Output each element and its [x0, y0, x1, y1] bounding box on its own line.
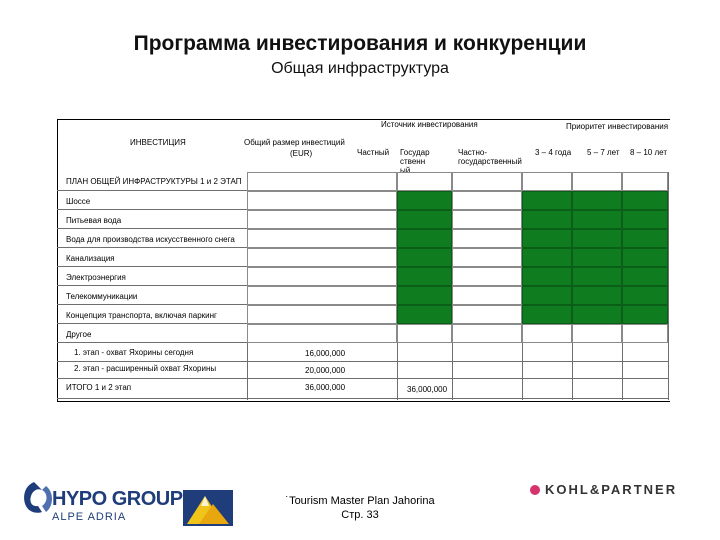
kohl-dot-icon [530, 485, 540, 495]
green-cell [522, 267, 572, 286]
plan-label: ПЛАН ОБЩЕЙ ИНФРАСТРУКТУРЫ 1 и 2 ЭТАП [66, 177, 242, 186]
green-cell [572, 248, 622, 267]
green-cell [522, 210, 572, 229]
table-cell [247, 191, 397, 210]
col-total-header: Общий размер инвестиций [244, 138, 345, 147]
row-label-snow-water: Вода для производства искусственного снега [66, 235, 235, 244]
row-separator [57, 209, 247, 210]
green-cell [622, 191, 668, 210]
green-cell [572, 267, 622, 286]
table-cell [247, 286, 397, 305]
total-amount: 36,000,000 [305, 383, 346, 392]
stage2-total: 20,000,000 [305, 366, 346, 375]
table-cell [452, 191, 522, 210]
row-separator [57, 342, 247, 343]
row-label-electricity: Электроэнергия [66, 273, 126, 282]
table-cell [452, 248, 522, 267]
col-ppp-header: Частно-государственный [458, 148, 522, 166]
footer-line2: Стр. 33 [341, 509, 379, 521]
col-private-header: Частный [357, 148, 390, 157]
col-priority-3: 8 – 10 лет [630, 148, 667, 157]
green-cell [572, 305, 622, 324]
table-cell [522, 172, 572, 191]
col-priority-1: 3 – 4 года [535, 148, 572, 157]
row-separator [57, 285, 247, 286]
col-priority-2: 5 – 7 лет [587, 148, 620, 157]
row-label-telecom: Телекоммуникации [66, 292, 138, 301]
row-separator [57, 304, 247, 305]
page-subtitle: Общая инфраструктура [271, 60, 449, 77]
table-cell [522, 324, 572, 343]
table-cell [572, 324, 622, 343]
green-cell [397, 229, 452, 248]
table-cell [452, 286, 522, 305]
column-separator [397, 343, 398, 400]
mountain-icon [183, 490, 233, 526]
column-separator [572, 343, 573, 400]
row-label-transport: Концепция транспорта, включая паркинг [66, 311, 217, 320]
column-separator [622, 343, 623, 400]
green-cell [622, 229, 668, 248]
table-cell [452, 229, 522, 248]
table-cell [247, 267, 397, 286]
kohl-logo-text: KOHL&PARTNER [545, 482, 678, 497]
row-separator [57, 378, 668, 379]
green-cell [522, 305, 572, 324]
table-cell [247, 229, 397, 248]
source-header: Источник инвестирования [381, 120, 478, 129]
col-investment-header: ИНВЕСТИЦИЯ [130, 138, 186, 147]
row-separator [57, 361, 668, 362]
row-separator [57, 247, 247, 248]
green-cell [522, 248, 572, 267]
green-cell [522, 286, 572, 305]
stage2-label: 2. этап - расширенный охват Яхорины [74, 364, 217, 373]
green-cell [397, 191, 452, 210]
hypo-logo-sub: ALPE ADRIA [52, 511, 127, 523]
green-cell [572, 229, 622, 248]
table-cell [397, 172, 452, 191]
footer-line1: ˙Tourism Master Plan Jahorina [285, 495, 435, 507]
stage1-total: 16,000,000 [305, 349, 346, 358]
green-cell [572, 210, 622, 229]
table-cell [247, 248, 397, 267]
table-cell [397, 324, 452, 343]
hypo-group-logo [20, 478, 183, 528]
green-cell [572, 191, 622, 210]
column-separator [452, 343, 453, 400]
row-label-sewage: Канализация [66, 254, 115, 263]
green-cell [397, 267, 452, 286]
table-cell [622, 324, 668, 343]
row-label-highway: Шоссе [66, 197, 91, 206]
column-separator [522, 343, 523, 400]
table-cell [452, 210, 522, 229]
row-separator [57, 398, 668, 399]
hypo-logo-main: HYPO GROUP [52, 488, 183, 510]
green-cell [397, 305, 452, 324]
stage1-label: 1. этап - охват Яхорины сегодня [74, 348, 194, 357]
mountain-logo [183, 490, 233, 526]
kohl-partner-logo [530, 481, 680, 501]
green-cell [522, 229, 572, 248]
row-separator [57, 266, 247, 267]
col-total-unit: (EUR) [290, 149, 313, 158]
table-cell [452, 172, 522, 191]
table-cell [452, 324, 522, 343]
green-cell [622, 248, 668, 267]
col-state-header: Государ ственн ый [400, 148, 430, 175]
page-title: Программа инвестирования и конкуренции [133, 32, 587, 55]
green-cell [622, 210, 668, 229]
total-state-amount: 36,000,000 [407, 385, 448, 394]
table-cell [247, 172, 397, 191]
green-cell [397, 286, 452, 305]
table-cell [247, 324, 397, 343]
table-cell [572, 172, 622, 191]
row-separator [57, 228, 247, 229]
table-cell [247, 305, 397, 324]
footer-caption [280, 494, 440, 522]
green-cell [572, 286, 622, 305]
row-separator [57, 190, 247, 191]
total-label: ИТОГО 1 и 2 этап [66, 383, 132, 392]
table-cell [452, 267, 522, 286]
green-cell [622, 267, 668, 286]
row-label-other: Другое [66, 330, 92, 339]
table-cell [247, 210, 397, 229]
green-cell [622, 305, 668, 324]
priority-header: Приоритет инвестирования [566, 122, 669, 131]
green-cell [622, 286, 668, 305]
green-cell [397, 210, 452, 229]
row-separator [57, 323, 247, 324]
column-separator [247, 343, 248, 400]
table-cell [622, 172, 668, 191]
row-label-drinking-water: Питьевая вода [66, 216, 122, 225]
column-separator [668, 172, 669, 400]
green-cell [522, 191, 572, 210]
table-cell [452, 305, 522, 324]
green-cell [397, 248, 452, 267]
